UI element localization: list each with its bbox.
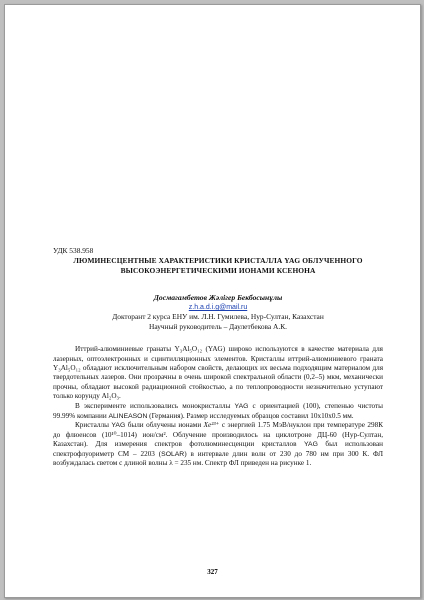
page-number: 327: [207, 568, 218, 576]
paragraph-1: Иттрий-алюминиевые гранаты Y₃Al₅O₁₂ (YAG) широко используются в качестве материала для лазерных, оптоэлектронных и сцинтилляционных элементов. Кристаллы иттрий-алюминиевого граната Y₃Al₅O₁₂ обладают исключительным набором свойств, делающих их весьма подходящим материалом для твердотельных лазеров. Они прозрачны в очень широкой спектральной области (0,2–5) мкм, механически прочны, обладают высокой радиационной стойкостью, а по теплопроводности незначительно уступают только корунду Al₂O₃.: [53, 345, 383, 401]
title-line-2: ВЫСОКОЭНЕРГЕТИЧЕСКИМИ ИОНАМИ КСЕНОНА: [120, 265, 316, 275]
instrument-brand: SOLAR: [161, 450, 185, 458]
formula: Al₂O₃: [101, 392, 120, 401]
article-body: [53, 345, 383, 468]
article-title: [53, 256, 383, 275]
author-name: Досмагамбетов Жәлігер Бекбосынұлы: [153, 293, 283, 302]
article: [53, 246, 383, 468]
material-name: YAG: [304, 441, 318, 449]
author-email[interactable]: z.h.a.d.i.g@mail.ru: [188, 304, 248, 311]
formula: Y₃Al₅O₁₂: [53, 364, 81, 372]
material-name: YAG: [111, 422, 126, 430]
title-line-1: ЛЮМИНЕСЦЕНТНЫЕ ХАРАКТЕРИСТИКИ КРИСТАЛЛА YAG ОБЛУЧЕННОГО: [73, 256, 363, 265]
formula: Y₃Al₅O₁₂: [174, 345, 203, 354]
company-name: ALINEASON: [108, 412, 148, 420]
paragraph-3: Кристаллы YAG были облучены ионами Xe²³⁺ с энергией 1.75 МэВ/нуклон при температуре 298К до флюенсов (10¹⁰–1014) ион/см². Облучение производилось на циклотроне ДЦ-60 (Нур-Султан, Казахстан). Для измерения спектров фотолюминесценции кристаллов YAG был использован спектрофлуориметр СМ – 2203 (SOLAR) в интервале длин волн от 230 до 780 нм при 300 К. ФЛ возбуждалась светом с длиной волны λ = 235 нм. Спектр ФЛ приведен на рисунке 1.: [53, 421, 383, 468]
paragraph-2: В эксперименте использовались монокристаллы YAG с ориентацией (100), степенью чистоты 99.99% компании ALINEASON (Германия). Размер исследуемых образцов составил 10х10х0.5 мм.: [53, 402, 383, 420]
udk-code: УДК 538.958: [53, 246, 94, 255]
ion-formula: Xe²³⁺: [203, 421, 220, 430]
material-name: YAG: [234, 403, 249, 411]
document-page: [4, 4, 421, 598]
affiliation: [53, 312, 383, 331]
affiliation-line-2: Научный руководитель – Даулетбекова А.К.: [148, 321, 288, 331]
affiliation-line-1: Докторант 2 курса ЕНУ им. Л.Н. Гумилева, Нур-Султан, Казахстан: [112, 312, 324, 321]
